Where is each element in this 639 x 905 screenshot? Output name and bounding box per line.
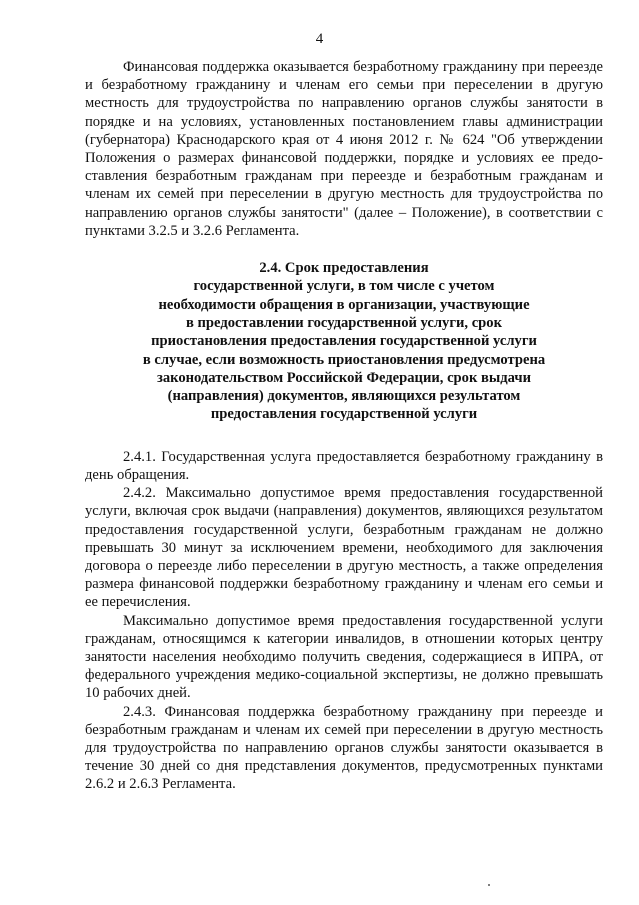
heading-line: предоставления государственной услуги (210, 406, 478, 423)
heading-line: в случае, если возможность приостановления предусмотрена (142, 351, 546, 368)
paragraph-2-4-2: 2.4.2. Максимально допустимое время предоставления государственной услуги, включая срок выдачи (направления) документов, являющихся результатом предоставления государственной услуги, безработным гражданам не должно превышать 30 минут за исключением времени, необходимого для заключения договора о переезде либо переселении в другую местность, а также определения размера финансовой поддержки безработному гражданину и членам его семьи и ее перечисления. (85, 485, 603, 611)
heading-line: государственной услуги, в том числе с учетом (193, 278, 495, 295)
intro-paragraph: Финансовая поддержка оказывается безработному гражданину при переезде и безработному гражданину и членам его семьи при переселении в другую местность для трудоустройства по направлению органов службы занятости в порядке и на условиях, установленных постановлением главы администрации (губернатора) Краснодарского края от 4 июня 2012 г. № 624 "Об утверждении Положения о размерах финансовой поддержки, порядке и условиях ее предоставления безработным гражданам при переезде и безработным гражданам и членам их семей при переселении в другую местность для трудоустройства по направлению органов службы занятости" (далее – Положение), в соответствии с пунктами 3.2.5 и 3.2.6 Регламента. (85, 59, 603, 239)
section-heading-2-4 (85, 259, 603, 424)
heading-line: законодательством Российской Федерации, срок выдачи (156, 369, 532, 386)
paragraph-2-4-3: 2.4.3. Финансовая поддержка безработному гражданину при переезде и безработным гражданам и членам их семей при переселении в другую местность для трудоустройства по направлению органов службы занятости оказывается в течение 30 дней со дня представления документов, предусмотренных пунктами 2.6.2 и 2.6.3 Регламента. (85, 703, 603, 793)
heading-line: (направления) документов, являющихся результатом (167, 388, 521, 405)
heading-line: 2.4. Срок предоставления (259, 260, 429, 277)
heading-line: необходимости обращения в организации, участвующие (158, 296, 530, 313)
paragraph-2-4-1: 2.4.1. Государственная услуга предоставляется безработному гражданину в день обращения. (85, 448, 603, 483)
page-number: 4 (315, 31, 324, 47)
heading-line: приостановления предоставления государственной услуги (151, 333, 537, 350)
paragraph-disabled-citizens: Максимально допустимое время предоставления государственной услуги гражданам, относящимся к категории инвалидов, в отношении которых центру занятости населения необходимо получить сведения, содержащиеся в ИПРА, от федерального учреждения медико-социальной экспертизы, не должно превышать 10 рабочих дней. (85, 612, 603, 702)
heading-line: в предоставлении государственной услуги, срок (185, 314, 502, 331)
scan-speck (488, 884, 490, 886)
page-body (85, 58, 603, 794)
